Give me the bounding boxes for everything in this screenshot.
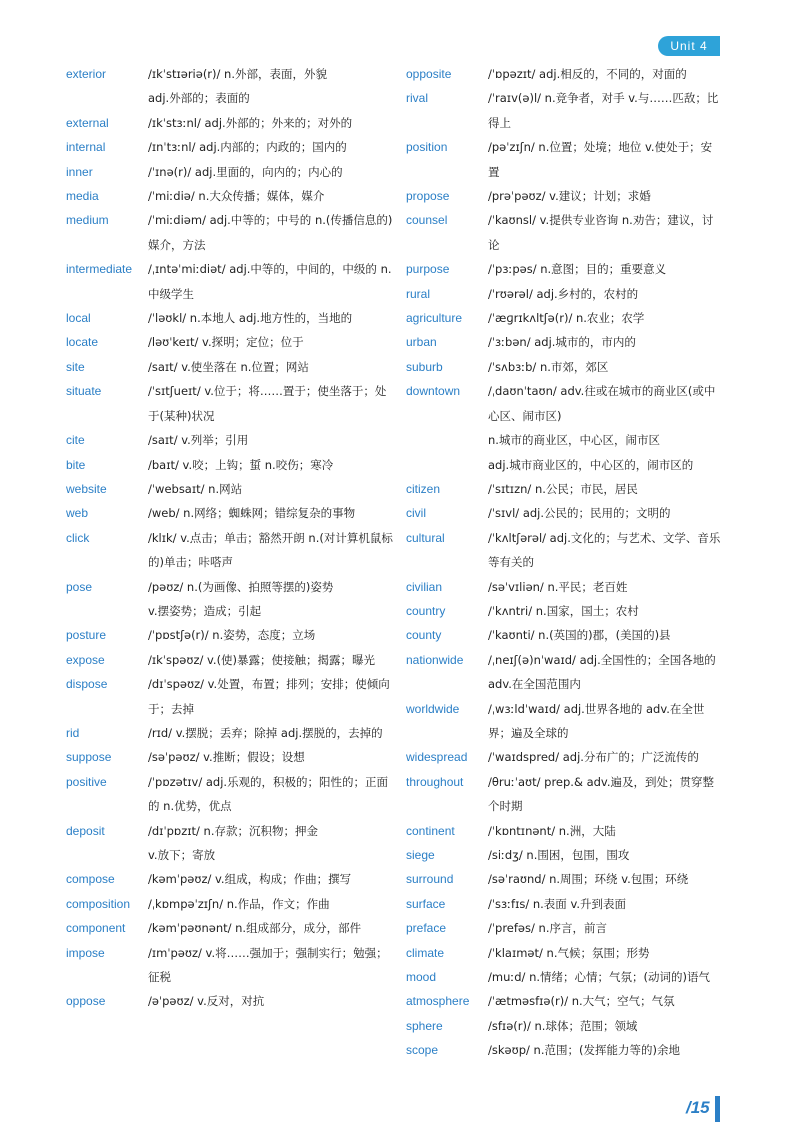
vocab-word: medium: [66, 213, 109, 228]
vocab-entry: [406, 819, 722, 843]
vocab-entry: [406, 599, 722, 623]
vocab-definition: /ˈwebsaɪt/ n.网站: [148, 481, 243, 496]
vocab-entry: [406, 355, 722, 379]
vocab-definition: /siːdʒ/ n.围困，包围，围攻: [488, 848, 630, 862]
vocab-definition: /ˈwaɪdspred/ adj.分布广的；广泛流传的: [488, 750, 699, 765]
vocab-word: mood: [406, 970, 437, 985]
vocab-word: continent: [406, 823, 455, 838]
vocab-entry: [66, 989, 394, 1013]
vocab-definition: /ˈmiːdiə/ n.大众传播；媒体，媒介: [148, 189, 325, 204]
vocab-entry: [66, 453, 394, 477]
vocab-entry: [66, 208, 394, 257]
vocab-entry: [406, 916, 722, 940]
vocab-word: surround: [406, 872, 454, 887]
vocab-entry: [66, 477, 394, 501]
vocab-definition: /sfɪə(r)/ n.球体；范围；领域: [488, 1018, 638, 1033]
vocab-entry: [406, 330, 722, 354]
vocab-entry: [406, 575, 722, 599]
page-number-bar: [715, 1096, 720, 1122]
vocab-word: atmosphere: [406, 994, 470, 1009]
vocab-word: locate: [66, 335, 99, 350]
vocab-word: county: [406, 628, 442, 643]
vocab-entry: [406, 648, 722, 697]
vocab-word: siege: [406, 848, 435, 862]
vocab-definition: /dɪˈspəʊz/ v.处置，布置；排列；安排；使倾向于；去掉: [148, 677, 390, 716]
vocab-definition: /ˈkʌntri/ n.国家，国土；农村: [488, 603, 639, 618]
vocab-definition: /səˈvɪliən/ n.平民；老百姓: [488, 579, 628, 594]
vocab-word: throughout: [406, 774, 464, 789]
vocab-entry: [406, 965, 722, 989]
vocab-definition: /ˌneɪʃ(ə)nˈwaɪd/ adj.全国性的；全国各地的 adv.在全国范围内: [488, 652, 716, 692]
vocab-word: purpose: [406, 262, 450, 277]
vocab-entry: [66, 770, 394, 819]
vocab-entry: [66, 526, 394, 575]
vocab-entry: [66, 306, 394, 330]
vocab-definition: /ɪkˈspəʊz/ v.(使)暴露；使接触；揭露；曝光: [148, 652, 376, 667]
vocab-definition: /ˈraɪv(ə)l/ n.竞争者，对手 v.与……匹敌；比得上: [488, 91, 719, 130]
vocab-entry: [406, 1014, 722, 1038]
vocab-word: suburb: [406, 359, 443, 374]
vocab-word: exterior: [66, 67, 107, 81]
vocab-word: website: [66, 481, 107, 496]
vocab-entry: [66, 160, 394, 184]
vocab-entry: [406, 184, 722, 208]
vocab-definition: /ˈpɒstʃə(r)/ n.姿势，态度；立场: [148, 628, 316, 643]
vocab-entry: [406, 892, 722, 916]
vocab-word: local: [66, 311, 91, 326]
vocab-word: citizen: [406, 481, 441, 496]
vocab-definition: /dɪˈpɒzɪt/ n.存款；沉积物；押金 v.放下；寄放: [148, 823, 319, 862]
vocab-entry: [406, 282, 722, 306]
vocab-word: civil: [406, 506, 426, 521]
vocab-word: rival: [406, 91, 429, 106]
vocab-definition: /ˈsɪvl/ adj.公民的；民用的；文明的: [488, 506, 671, 521]
vocab-word: worldwide: [406, 701, 460, 716]
vocab-entry: [406, 477, 722, 501]
vocab-entry: [406, 745, 722, 769]
vocab-entry: [406, 867, 722, 891]
vocab-word: preface: [406, 921, 447, 936]
vocab-word: situate: [66, 384, 102, 399]
vocab-definition: /ˈsʌbɜːb/ n.市郊，郊区: [488, 359, 609, 374]
vocab-entry: [66, 379, 394, 428]
vocab-entry: [406, 623, 722, 647]
vocab-definition: /əˈpəʊz/ v.反对，对抗: [148, 994, 265, 1009]
vocab-entry: [66, 648, 394, 672]
vocab-entry: [66, 721, 394, 745]
vocab-definition: /muːd/ n.情绪；心情；气氛；(动词的)语气: [488, 970, 710, 985]
vocab-word: inner: [66, 164, 93, 179]
vocab-word: oppose: [66, 994, 106, 1009]
vocab-word: click: [66, 530, 90, 545]
vocab-word: intermediate: [66, 262, 133, 277]
vocab-definition: /ˈætməsfɪə(r)/ n.大气；空气；气氛: [488, 994, 675, 1009]
vocab-definition: /ˈɜːbən/ adj.城市的，市内的: [488, 335, 636, 350]
vocab-word: downtown: [406, 384, 461, 399]
vocab-word: cultural: [406, 530, 445, 545]
vocab-entry: [66, 575, 394, 624]
right-column: [406, 62, 722, 1063]
vocab-definition: /ˈkaʊnsl/ v.提供专业咨询 n.劝告；建议，讨论: [488, 213, 714, 252]
vocab-entry: [66, 428, 394, 452]
vocab-word: posture: [66, 628, 107, 643]
vocab-word: internal: [66, 140, 106, 155]
vocab-entry: [66, 672, 394, 721]
vocab-word: impose: [66, 945, 105, 960]
vocab-word: rural: [406, 286, 431, 301]
vocab-definition: /kəmˈpəʊnənt/ n.组成部分，成分，部件: [148, 921, 362, 936]
vocab-word: compose: [66, 872, 115, 887]
vocab-entry: [66, 62, 394, 111]
vocab-definition: /ˈsɜːfɪs/ n.表面 v.升到表面: [488, 896, 627, 911]
vocab-entry: [66, 355, 394, 379]
vocab-definition: /pəˈzɪʃn/ n.位置；处境；地位 v.使处于；安置: [488, 140, 713, 179]
vocab-definition: /ˈkaʊnti/ n.(英国的)郡，(美国的)县: [488, 628, 671, 643]
vocab-entry: [66, 916, 394, 940]
vocab-definition: /ˌwɜːldˈwaɪd/ adj.世界各地的 adv.在全世界；遍及全球的: [488, 701, 705, 740]
vocab-definition: /ˈprefəs/ n.序言，前言: [488, 921, 607, 936]
vocab-definition: /ɪkˈstɜːnl/ adj.外部的；外来的；对外的: [148, 115, 353, 130]
vocab-definition: /səˈpəʊz/ v.推断；假设；设想: [148, 750, 305, 765]
vocab-definition: /ˌkɒmpəˈzɪʃn/ n.作品，作文；作曲: [148, 896, 330, 911]
vocab-entry: [66, 819, 394, 868]
vocab-entry: [66, 745, 394, 769]
vocab-word: propose: [406, 189, 450, 204]
vocab-definition: /prəˈpəʊz/ v.建议；计划；求婚: [488, 189, 651, 204]
vocab-entry: [66, 501, 394, 525]
vocab-definition: /rɪd/ v.摆脱；丢弃；除掉 adj.摆脱的，去掉的: [148, 725, 383, 740]
vocab-word: position: [406, 140, 448, 155]
vocab-definition: /saɪt/ v.列举；引用: [148, 433, 249, 448]
vocab-entry: [66, 257, 394, 306]
vocab-definition: /ˈklaɪmət/ n.气候；氛围；形势: [488, 945, 650, 960]
vocab-word: pose: [66, 579, 93, 594]
vocab-definition: /skəʊp/ n.范围；(发挥能力等的)余地: [488, 1043, 680, 1058]
page-number: /15: [686, 1098, 710, 1117]
vocab-definition: /ˈpɜːpəs/ n.意图；目的；重要意义: [488, 262, 667, 277]
vocab-definition: /klɪk/ v.点击；单击；豁然开朗 n.(对计算机鼠标的)单击；咔嗒声: [148, 530, 393, 570]
vocab-word: positive: [66, 774, 107, 789]
vocab-entry: [66, 135, 394, 159]
vocab-word: media: [66, 189, 99, 204]
vocab-definition: /kəmˈpəʊz/ v.组成，构成；作曲；撰写: [148, 872, 352, 887]
vocab-definition: /səˈraʊnd/ n.周围；环绕 v.包围；环绕: [488, 872, 689, 887]
vocab-entry: [406, 1038, 722, 1062]
vocab-definition: /θruːˈaʊt/ prep.& adv.遍及，到处；贯穿整个时期: [488, 774, 714, 814]
vocab-definition: /ˈmiːdiəm/ adj.中等的；中号的 n.(传播信息的)媒介，方法: [148, 213, 393, 252]
vocab-definition: /ˈɪnə(r)/ adj.里面的，向内的；内心的: [148, 164, 343, 179]
vocab-word: country: [406, 603, 446, 618]
vocab-entry: [406, 306, 722, 330]
vocab-word: scope: [406, 1043, 439, 1058]
vocab-entry: [406, 526, 722, 575]
vocab-word: composition: [66, 896, 131, 911]
vocab-definition: /ˈləʊkl/ n.本地人 adj.地方性的，当地的: [148, 311, 353, 326]
vocab-entry: [406, 843, 722, 867]
vocab-entry: [406, 208, 722, 257]
vocab-word: civilian: [406, 579, 443, 594]
vocab-definition: /ˈæɡrɪkʌltʃə(r)/ n.农业；农学: [488, 311, 645, 326]
vocab-definition: /ləʊˈkeɪt/ v.探明；定位；位于: [148, 335, 304, 350]
vocab-definition: /pəʊz/ n.(为画像、拍照等摆的)姿势 v.摆姿势；造成；引起: [148, 579, 334, 618]
left-column: [66, 62, 394, 1014]
vocab-entry: [406, 989, 722, 1013]
vocab-word: site: [66, 359, 85, 374]
vocab-word: opposite: [406, 67, 452, 81]
vocab-entry: [406, 941, 722, 965]
vocab-word: agriculture: [406, 311, 463, 326]
vocab-definition: /ɪmˈpəʊz/ v.将……强加于；强制实行；勉强；征税: [148, 945, 388, 985]
vocab-entry: [66, 111, 394, 135]
vocab-definition: /ˈɒpəzɪt/ adj.相反的，不同的，对面的: [488, 67, 687, 81]
vocab-entry: [406, 257, 722, 281]
vocab-entry: [66, 892, 394, 916]
vocab-definition: /ˈsɪtʃueɪt/ v.位于；将……置于；使坐落于；处于(某种)状况: [148, 384, 387, 423]
vocab-definition: /ˈkʌltʃərəl/ adj.文化的；与艺术、文学、音乐等有关的: [488, 530, 721, 570]
vocab-word: urban: [406, 335, 437, 350]
vocab-entry: [406, 86, 722, 135]
vocab-definition: /ˌɪntəˈmiːdiət/ adj.中等的，中间的，中级的 n.中级学生: [148, 262, 392, 301]
vocab-entry: [406, 135, 722, 184]
vocab-word: nationwide: [406, 652, 464, 667]
vocab-definition: /ˈpɒzətɪv/ adj.乐观的，积极的；阳性的；正面的 n.优势，优点: [148, 774, 389, 814]
vocab-entry: [66, 867, 394, 891]
vocab-word: suppose: [66, 750, 112, 765]
unit-tab: Unit 4: [658, 36, 720, 56]
vocab-definition: /ˈsɪtɪzn/ n.公民；市民，居民: [488, 481, 638, 496]
vocab-definition: /ɪkˈstɪəriə(r)/ n.外部，表面，外貌 adj.外部的；表面的: [148, 67, 327, 106]
vocab-definition: /saɪt/ v.使坐落在 n.位置；网站: [148, 359, 309, 374]
vocab-word: widespread: [406, 750, 468, 765]
vocab-word: expose: [66, 652, 105, 667]
vocab-definition: /ˌdaʊnˈtaʊn/ adv.往或在城市的商业区(或中心区、闹市区) n.城市的商业区，中心区，闹市区 adj.城市商业区的，中心区的，闹市区的: [488, 384, 716, 472]
vocab-entry: [406, 501, 722, 525]
vocab-word: external: [66, 115, 109, 130]
vocab-entry: [66, 330, 394, 354]
vocab-word: surface: [406, 896, 446, 911]
vocab-definition: /ɪnˈtɜːnl/ adj.内部的；内政的；国内的: [148, 140, 347, 155]
vocab-word: dispose: [66, 677, 108, 692]
vocab-entry: [406, 62, 722, 86]
vocab-entry: [406, 770, 722, 819]
vocab-definition: /ˈkɒntɪnənt/ n.洲，大陆: [488, 823, 616, 838]
vocab-word: bite: [66, 457, 86, 472]
vocab-word: climate: [406, 945, 445, 960]
vocab-word: counsel: [406, 213, 448, 228]
vocab-entry: [406, 697, 722, 746]
vocab-entry: [66, 184, 394, 208]
vocab-entry: [66, 941, 394, 990]
vocab-word: component: [66, 921, 126, 936]
vocab-word: rid: [66, 725, 80, 740]
vocab-entry: [406, 379, 722, 477]
vocab-definition: /baɪt/ v.咬；上钩；蜇 n.咬伤；寒冷: [148, 457, 334, 472]
vocab-definition: /web/ n.网络；蜘蛛网；错综复杂的事物: [148, 506, 356, 521]
vocab-word: web: [66, 506, 89, 521]
vocab-entry: [66, 623, 394, 647]
vocab-word: cite: [66, 433, 85, 448]
vocab-word: sphere: [406, 1018, 443, 1033]
vocab-word: deposit: [66, 823, 105, 838]
vocab-definition: /ˈrʊərəl/ adj.乡村的，农村的: [488, 286, 639, 301]
